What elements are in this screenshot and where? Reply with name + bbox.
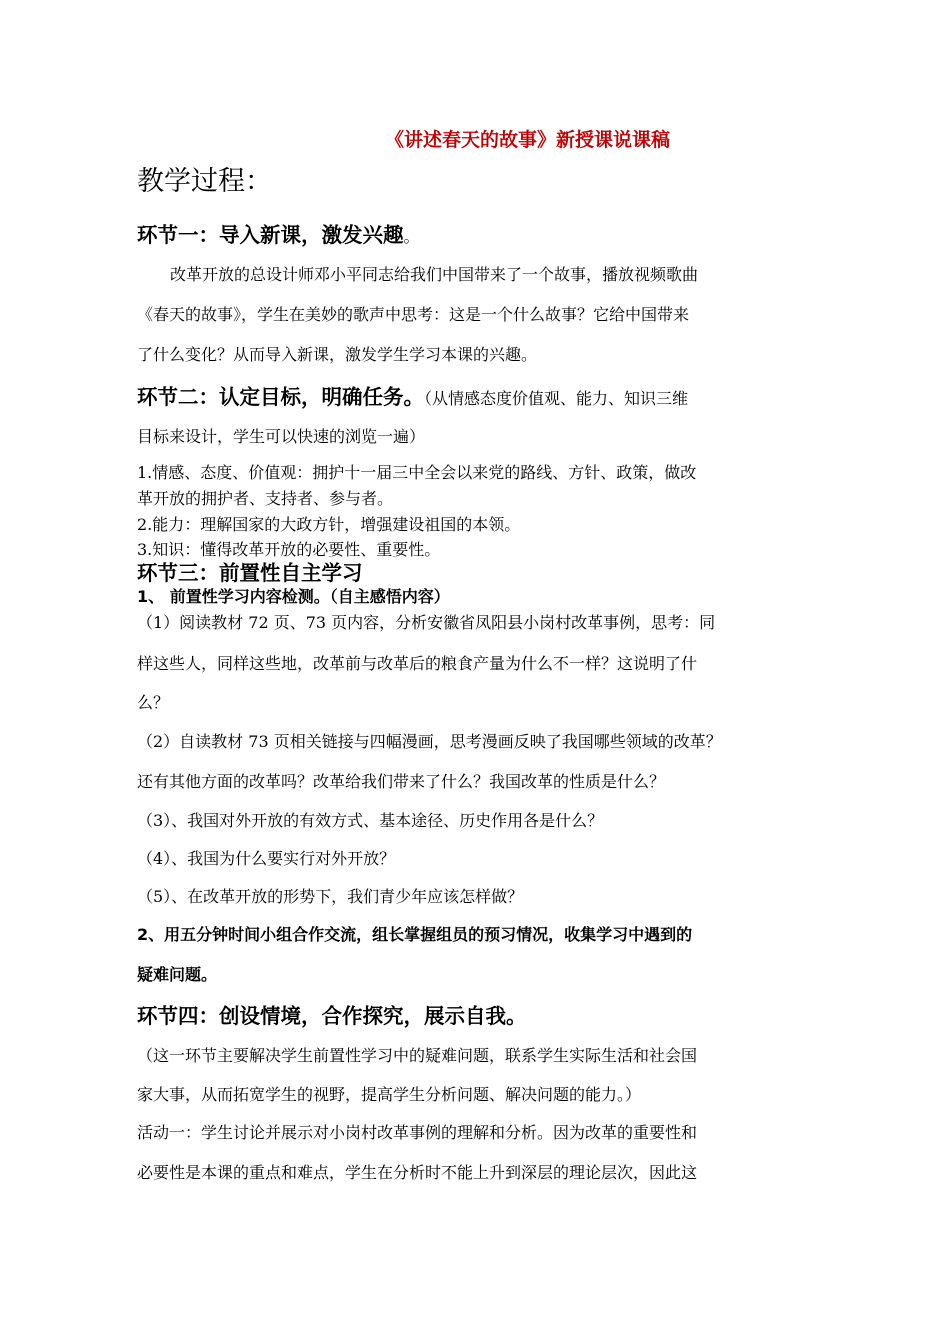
sub-item-2-line-1: 2、用五分钟时间小组合作交流，组长掌握组员的预习情况，收集学习中遇到的: [137, 925, 693, 944]
question-4: （4）、我国为什么要实行对外开放？: [137, 849, 396, 868]
activity-1-line-1: 活动一：学生讨论并展示对小岗村改革事例的理解和分析。因为改革的重要性和: [137, 1123, 698, 1142]
question-2-line-1: （2）自读教材 73 页相关链接与四幅漫画，思考漫画反映了我国哪些领域的改革？: [137, 732, 722, 751]
sub-item-1: 1、 前置性学习内容检测。（自主感悟内容）: [137, 587, 450, 606]
teaching-process-heading: 教学过程：: [137, 166, 272, 197]
question-3: （3）、我国对外开放的有效方式、基本途径、历史作用各是什么？: [137, 811, 604, 830]
section-2-note: 目标来设计，学生可以快速的浏览一遍）: [137, 427, 426, 446]
section-2-heading-text: 环节二：认定目标，明确任务。: [137, 385, 424, 409]
sub-item-2-line-2: 疑难问题。: [137, 965, 218, 984]
section-1-line-2: 《春天的故事》，学生在美妙的歌声中思考：这是一个什么故事？它给中国带来: [137, 305, 690, 324]
section-2-heading: [137, 380, 688, 410]
section-1-heading-tail: 。: [403, 227, 420, 246]
question-2-line-2: 还有其他方面的改革吗？改革给我们带来了什么？我国改革的性质是什么？: [137, 772, 666, 791]
section-3-heading: 环节三：前置性自主学习: [137, 561, 363, 585]
section-4-note-line-2: 家大事，从而拓宽学生的视野，提高学生分析问题、解决问题的能力。）: [137, 1085, 642, 1104]
question-5: （5）、在改革开放的形势下，我们青少年应该怎样做？: [137, 887, 524, 906]
goal-3: 3.知识：懂得改革开放的必要性、重要性。: [137, 540, 441, 559]
question-1-line-1: （1）阅读教材 72 页、73 页内容，分析安徽省凤阳县小岗村改革事例，思考：同: [137, 613, 716, 632]
activity-1-line-2: 必要性是本课的重点和难点，学生在分析时不能上升到深层的理论层次，因此这: [137, 1163, 698, 1182]
section-1-heading: [137, 218, 420, 248]
section-1-heading-text: 环节一：导入新课，激发兴趣: [137, 223, 404, 247]
goal-1-line-1: 1.情感、态度、价值观：拥护十一届三中全会以来党的路线、方针、政策，做改: [137, 463, 697, 482]
goal-2: 2.能力：理解国家的大政方针，增强建设祖国的本领。: [137, 515, 521, 534]
section-1-line-1: 改革开放的总设计师邓小平同志给我们中国带来了一个故事，播放视频歌曲: [170, 265, 699, 284]
question-1-line-3: 么？: [137, 693, 170, 712]
document-title: 《讲述春天的故事》新授课说课稿: [385, 129, 671, 151]
goal-1-line-2: 革开放的拥护者、支持者、参与者。: [137, 489, 394, 508]
section-2-heading-tail: （从情感态度价值观、能力、知识三维: [424, 389, 689, 408]
section-1-line-3: 了什么变化？从而导入新课，激发学生学习本课的兴趣。: [137, 345, 538, 364]
section-4-heading: 环节四：创设情境，合作探究，展示自我。: [137, 1004, 527, 1028]
question-1-line-2: 样这些人，同样这些地，改革前与改革后的粮食产量为什么不一样？这说明了什: [137, 654, 698, 673]
section-4-note-line-1: （这一环节主要解决学生前置性学习中的疑难问题，联系学生实际生活和社会国: [137, 1046, 698, 1065]
